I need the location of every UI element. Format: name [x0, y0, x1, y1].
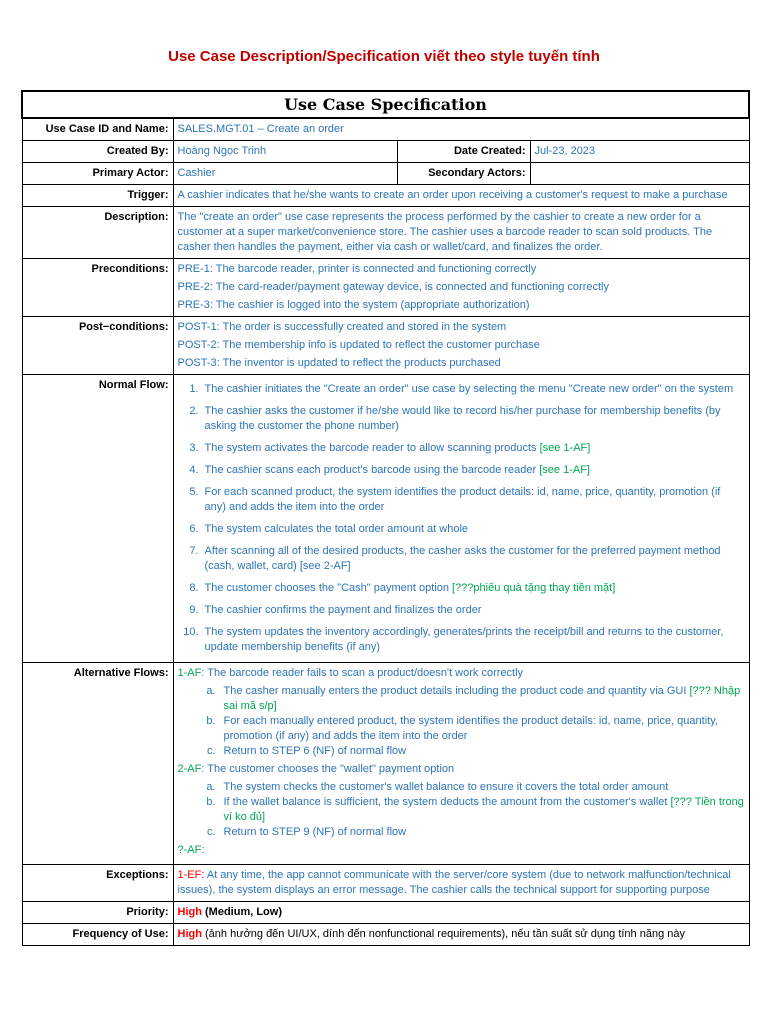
- use-case-spec-table: [21, 90, 750, 946]
- item-text: If the wallet balance is sufficient, the system deducts the amount from the customer's wallet: [223, 796, 671, 808]
- step-text-wrap: [205, 625, 745, 655]
- item-text-wrap: [224, 780, 745, 795]
- trigger-label: Trigger:: [22, 185, 173, 207]
- step-text-wrap: [205, 485, 745, 515]
- normal-flow-steps: [173, 375, 749, 663]
- use-case-id-value: SALES.MGT.01 – Create an order: [173, 118, 749, 141]
- priority-label: Priority:: [22, 902, 173, 924]
- step-text-wrap: [205, 522, 745, 537]
- normal-flow-step: [178, 485, 745, 515]
- step-text-wrap: [205, 463, 745, 478]
- row-frequency: [22, 924, 749, 946]
- step-number: 8.: [189, 582, 199, 594]
- item-text-wrap: [224, 744, 745, 759]
- precondition-item: PRE-3: The cashier is logged into the system (appropriate authorization): [177, 299, 530, 311]
- normal-flow-step: [178, 404, 745, 434]
- af2-heading: [178, 762, 745, 777]
- row-postconditions: [22, 317, 749, 375]
- step-text: The system activates the barcode reader to allow scanning products: [204, 442, 540, 454]
- item-note: [??? Nhập sai mã s/p]: [223, 685, 741, 712]
- primary-actor-value: Cashier: [173, 163, 397, 185]
- item-text-wrap: [224, 795, 745, 825]
- normal-flow-step: [178, 382, 745, 397]
- step-number: 6.: [189, 523, 199, 535]
- priority-value: [173, 902, 749, 924]
- precondition-item: PRE-2: The card-reader/payment gateway device, is connected and functioning correctly: [177, 281, 609, 293]
- af2-item: [178, 780, 745, 795]
- normal-flow-label: Normal Flow:: [22, 375, 173, 663]
- item-note: [??? Tiền trong ví ko đủ]: [223, 796, 744, 823]
- af1-item: [178, 744, 745, 759]
- precondition-item: PRE-1: The barcode reader, printer is connected and functioning correctly: [177, 263, 537, 275]
- step-number: 7.: [189, 545, 199, 557]
- priority-level: High: [177, 906, 202, 918]
- row-exceptions: [22, 865, 749, 902]
- af2-title: The customer chooses the "wallet" payment option: [204, 763, 455, 775]
- item-text: Return to STEP 6 (NF) of normal flow: [223, 745, 407, 757]
- row-normal-flow: [22, 375, 749, 663]
- frequency-note: (ảnh hưởng đến UI/UX, dính đến nonfunctional requirements), nếu tần suất sử dụng tính năng này: [201, 928, 685, 940]
- step-number: 2.: [189, 405, 199, 417]
- item-letter: c.: [206, 826, 216, 838]
- postcondition-item: POST-2: The membership info is updated to reflect the customer purchase: [177, 339, 540, 351]
- item-text-wrap: [224, 714, 745, 744]
- step-text: The system updates the inventory accordingly, generates/prints the receipt/bill and returns to the customer, update membership benefits (if any): [204, 626, 724, 653]
- af1-item: [178, 714, 745, 744]
- af1-heading: [178, 666, 745, 681]
- normal-flow-step: [178, 603, 745, 618]
- af2-item: [178, 795, 745, 825]
- preconditions-list: [173, 259, 749, 317]
- frequency-label: Frequency of Use:: [22, 924, 173, 946]
- item-text: Return to STEP 9 (NF) of normal flow: [223, 826, 407, 838]
- item-letter: a.: [206, 685, 216, 697]
- step-note: [see 1-AF]: [539, 464, 590, 476]
- primary-actor-label: Primary Actor:: [22, 163, 173, 185]
- step-text: The cashier asks the customer if he/she would like to record his/her purchase for membership benefits (by asking the customer the phone number): [204, 405, 721, 432]
- created-by-label: Created By:: [22, 141, 173, 163]
- item-text-wrap: [224, 684, 745, 714]
- step-note: [see 1-AF]: [539, 442, 591, 454]
- row-preconditions: [22, 259, 749, 317]
- step-number: 5.: [189, 486, 199, 498]
- page-heading: Use Case Description/Specification viết theo style tuyến tính: [168, 48, 600, 65]
- af2-item: [178, 825, 745, 840]
- normal-flow-step: [178, 581, 745, 596]
- row-description: [22, 207, 749, 259]
- step-number: 4.: [189, 464, 199, 476]
- normal-flow-list: [178, 382, 745, 655]
- row-priority: [22, 902, 749, 924]
- exception-id: 1-EF:: [177, 869, 205, 881]
- alternative-flows-label: Alternative Flows:: [22, 663, 173, 865]
- normal-flow-step: [178, 625, 745, 655]
- normal-flow-step: [178, 522, 745, 537]
- normal-flow-step: [178, 441, 745, 456]
- alternative-flows-content: [173, 663, 749, 865]
- row-use-case-id: [22, 118, 749, 141]
- row-created-by: [22, 141, 749, 163]
- step-text-wrap: [205, 603, 745, 618]
- postcondition-item: POST-1: The order is successfully created and stored in the system: [177, 321, 507, 333]
- step-text: For each scanned product, the system identifies the product details: id, name, price, quantity, promotion (if any) and adds the item into the order: [204, 486, 721, 513]
- step-note: [???phiếu quà tặng thay tiền mặt]: [452, 582, 616, 594]
- normal-flow-step: [178, 544, 745, 574]
- item-text: The system checks the customer's wallet balance to ensure it covers the total order amount: [223, 781, 669, 793]
- step-text-wrap: [205, 404, 745, 434]
- secondary-actors-label: Secondary Actors:: [397, 163, 530, 185]
- step-text: The system calculates the total order amount at whole: [204, 523, 469, 535]
- af1-id: 1-AF:: [177, 667, 205, 679]
- item-letter: c.: [206, 745, 216, 757]
- postcondition-item: POST-3: The inventor is updated to reflect the products purchased: [177, 357, 501, 369]
- step-number: 3.: [189, 442, 199, 454]
- priority-options: (Medium, Low): [201, 906, 282, 918]
- date-created-label: Date Created:: [397, 141, 530, 163]
- frequency-level: High: [177, 928, 202, 940]
- postconditions-label: Post−conditions:: [22, 317, 173, 375]
- item-text: For each manually entered product, the system identifies the product details: id, name, price, quantity, promotion (if any) and adds the item into the order: [223, 715, 718, 742]
- exception-text: At any time, the app cannot communicate with the server/core system (due to network malfunction/technical issues), the system displays an error message. The cashier calls the technical support for supporting purpose: [177, 869, 731, 896]
- normal-flow-step: [178, 463, 745, 478]
- use-case-id-label: Use Case ID and Name:: [22, 118, 173, 141]
- row-alternative-flows: [22, 663, 749, 865]
- item-text-wrap: [224, 825, 745, 840]
- item-text: The casher manually enters the product details including the product code and quantity via GUI: [223, 685, 690, 697]
- step-text: After scanning all of the desired products, the casher asks the customer for the preferred payment method (cash, wallet, card) [see 2-AF]: [204, 545, 721, 572]
- description-label: Description:: [22, 207, 173, 259]
- af2-list: [178, 780, 745, 840]
- step-number: 10.: [183, 626, 199, 638]
- step-text-wrap: [205, 382, 745, 397]
- postconditions-list: [173, 317, 749, 375]
- exceptions-label: Exceptions:: [22, 865, 173, 902]
- step-text-wrap: [205, 581, 745, 596]
- table-title: Use Case Specification: [22, 91, 749, 118]
- created-by-value: Hoàng Ngọc Trinh: [173, 141, 397, 163]
- secondary-actors-value: [530, 163, 749, 185]
- af1-list: [178, 684, 745, 759]
- af1-title: The barcode reader fails to scan a product/doesn't work correctly: [204, 667, 524, 679]
- step-text-wrap: [205, 544, 745, 574]
- trigger-value: A cashier indicates that he/she wants to create an order upon receiving a customer's request to make a purchase: [173, 185, 749, 207]
- row-trigger: [22, 185, 749, 207]
- exceptions-value: [173, 865, 749, 902]
- step-number: 1.: [189, 383, 199, 395]
- step-number: 9.: [189, 604, 199, 616]
- date-created-value: Jul-23, 2023: [530, 141, 749, 163]
- description-value: The "create an order" use case represents the process performed by the cashier to create a new order for a customer at a super market/convenience store. The cashier uses a barcode reader to scan sold products. The casher then handles the payment, either via cash or wallet/card, and finalizes the order.: [173, 207, 749, 259]
- step-text: The cashier confirms the payment and finalizes the order: [204, 604, 482, 616]
- item-letter: a.: [206, 781, 216, 793]
- af3-heading: ?-AF:: [177, 844, 205, 856]
- item-letter: b.: [206, 796, 216, 808]
- step-text: The cashier initiates the "Create an order" use case by selecting the menu "Create new order" on the system: [204, 383, 734, 395]
- af1-item: [178, 684, 745, 714]
- preconditions-label: Preconditions:: [22, 259, 173, 317]
- step-text-wrap: [205, 441, 745, 456]
- row-actors: [22, 163, 749, 185]
- af2-id: 2-AF:: [177, 763, 205, 775]
- frequency-value: [173, 924, 749, 946]
- step-text: The customer chooses the "Cash" payment option: [204, 582, 452, 594]
- item-letter: b.: [206, 715, 216, 727]
- step-text: The cashier scans each product's barcode using the barcode reader: [204, 464, 540, 476]
